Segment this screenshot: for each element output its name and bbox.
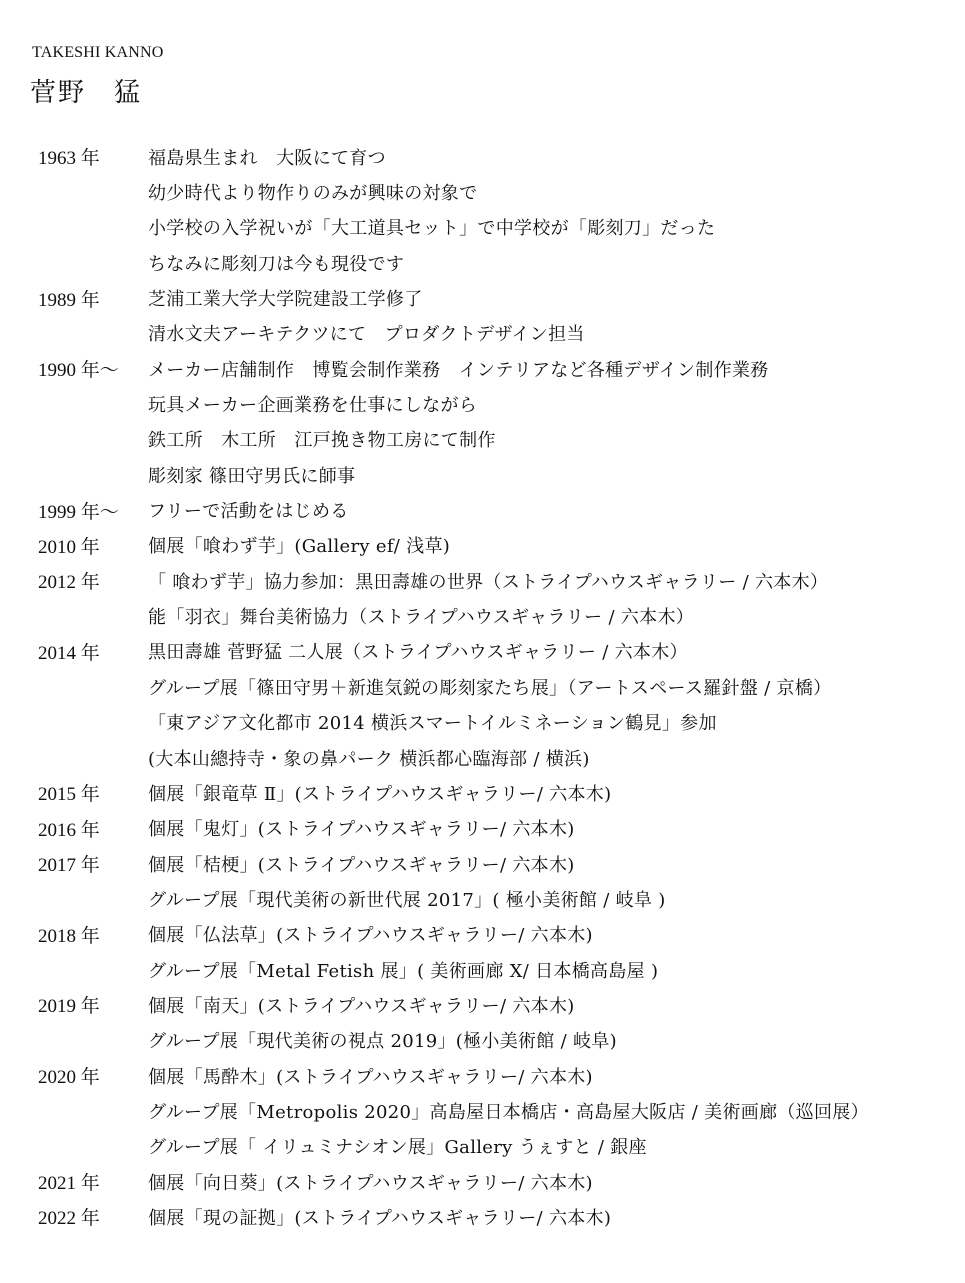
entry-text: グループ展「Metropolis 2020」高島屋日本橋店・高島屋大阪店 / 美術画廊（巡回展） xyxy=(148,1101,869,1123)
biography-entry xyxy=(38,1093,938,1128)
entry-year: 2022 年 xyxy=(38,1208,100,1230)
biography-entry xyxy=(38,1058,938,1093)
entry-text: 玩具メーカー企画業務を仕事にしながら xyxy=(148,395,478,417)
entry-year: 1990 年〜 xyxy=(38,360,119,382)
artist-name-japanese: 菅野 猛 xyxy=(30,78,143,108)
entry-year: 2019 年 xyxy=(38,996,100,1018)
biography-entry xyxy=(38,563,938,598)
biography-entry xyxy=(38,492,938,527)
biography-entry xyxy=(38,775,938,810)
entry-year: 1999 年〜 xyxy=(38,501,119,523)
entry-text: グループ展「篠田守男＋新進気鋭の彫刻家たち展」（アートスペース羅針盤 / 京橋） xyxy=(148,677,832,699)
entry-text: 能「羽衣」舞台美術協力（ストライプハウスギャラリー / 六本木） xyxy=(148,607,695,629)
entry-text: 福島県生まれ 大阪にて育つ xyxy=(148,147,386,169)
biography-entry xyxy=(38,598,938,633)
entry-text: 幼少時代より物作りのみが興味の対象で xyxy=(148,183,478,205)
entry-text: 個展「向日葵」(ストライプハウスギャラリー/ 六本木) xyxy=(148,1172,593,1194)
biography-entry xyxy=(38,386,938,421)
entry-text: グループ展「 イリュミナシオン展」Gallery うぇすと / 銀座 xyxy=(148,1137,647,1159)
entry-text: (大本山總持寺・象の鼻パーク 横浜都心臨海部 / 横浜) xyxy=(148,748,590,770)
biography-list xyxy=(38,139,938,1235)
biography-entry xyxy=(38,987,938,1022)
entry-year: 2016 年 xyxy=(38,819,100,841)
entry-year: 2021 年 xyxy=(38,1173,100,1195)
entry-year: 1989 年 xyxy=(38,289,100,311)
entry-year: 2017 年 xyxy=(38,855,100,877)
artist-name-english: TAKESHI KANNO xyxy=(32,44,164,61)
entry-text: 個展「馬酔木」(ストライプハウスギャラリー/ 六本木) xyxy=(148,1066,593,1088)
entry-text: 芝浦工業大学大学院建設工学修了 xyxy=(148,289,423,311)
biography-entry xyxy=(38,245,938,280)
biography-entry xyxy=(38,1199,938,1234)
entry-text: ちなみに彫刻刀は今も現役です xyxy=(148,253,405,275)
biography-entry xyxy=(38,457,938,492)
biography-entry xyxy=(38,811,938,846)
biography-entry xyxy=(38,1129,938,1164)
entry-text: 個展「桔梗」(ストライプハウスギャラリー/ 六本木) xyxy=(148,854,575,876)
entry-text: フリーで活動をはじめる xyxy=(148,501,349,523)
entry-year: 2015 年 xyxy=(38,784,100,806)
biography-entry xyxy=(38,705,938,740)
entry-text: 「東アジア文化都市 2014 横浜スマートイルミネーション鶴見」参加 xyxy=(148,713,717,735)
biography-entry xyxy=(38,280,938,315)
biography-entry xyxy=(38,952,938,987)
biography-entry xyxy=(38,846,938,881)
entry-year: 2010 年 xyxy=(38,536,100,558)
biography-entry xyxy=(38,422,938,457)
entry-text: 個展「鬼灯」(ストライプハウスギャラリー/ 六本木) xyxy=(148,819,575,841)
entry-text: グループ展「現代美術の視点 2019」(極小美術館 / 岐阜) xyxy=(148,1031,617,1053)
biography-entry xyxy=(38,881,938,916)
entry-text: 個展「南天」(ストライプハウスギャラリー/ 六本木) xyxy=(148,995,575,1017)
entry-text: 鉄工所 木工所 江戸挽き物工房にて制作 xyxy=(148,430,496,452)
biography-entry xyxy=(38,174,938,209)
biography-entry xyxy=(38,528,938,563)
biography-entry xyxy=(38,1164,938,1199)
entry-year: 2020 年 xyxy=(38,1067,100,1089)
biography-entry xyxy=(38,210,938,245)
biography-entry xyxy=(38,316,938,351)
entry-text: 黒田壽雄 菅野猛 二人展（ストライプハウスギャラリー / 六本木） xyxy=(148,642,688,664)
biography-entry xyxy=(38,1023,938,1058)
entry-text: グループ展「現代美術の新世代展 2017」( 極小美術館 / 岐阜 ) xyxy=(148,889,666,911)
biography-entry xyxy=(38,669,938,704)
entry-text: グループ展「Metal Fetish 展」( 美術画廊 X/ 日本橋高島屋 ) xyxy=(148,960,659,982)
entry-year: 2018 年 xyxy=(38,925,100,947)
entry-text: 清水文夫アーキテクツにて プロダクトデザイン担当 xyxy=(148,324,585,346)
entry-year: 1963 年 xyxy=(38,148,100,170)
biography-entry xyxy=(38,740,938,775)
entry-text: 個展「仏法草」(ストライプハウスギャラリー/ 六本木) xyxy=(148,925,593,947)
biography-entry xyxy=(38,351,938,386)
biography-entry xyxy=(38,634,938,669)
entry-year: 2012 年 xyxy=(38,572,100,594)
entry-text: 彫刻家 篠田守男氏に師事 xyxy=(148,465,356,487)
biography-entry xyxy=(38,917,938,952)
entry-text: 個展「銀竜草 Ⅱ」(ストライプハウスギャラリー/ 六本木) xyxy=(148,783,612,805)
entry-text: 個展「現の証拠」(ストライプハウスギャラリー/ 六本木) xyxy=(148,1207,612,1229)
biography-entry xyxy=(38,139,938,174)
entry-year: 2014 年 xyxy=(38,642,100,664)
entry-text: 個展「喰わず芋」(Gallery ef/ 浅草) xyxy=(148,536,451,558)
entry-text: 「 喰わず芋」協力参加：黒田壽雄の世界（ストライプハウスギャラリー / 六本木） xyxy=(148,571,829,593)
entry-text: 小学校の入学祝いが「大工道具セット」で中学校が「彫刻刀」だった xyxy=(148,218,716,240)
entry-text: メーカー店舗制作 博覧会制作業務 インテリアなど各種デザイン制作業務 xyxy=(148,359,769,381)
